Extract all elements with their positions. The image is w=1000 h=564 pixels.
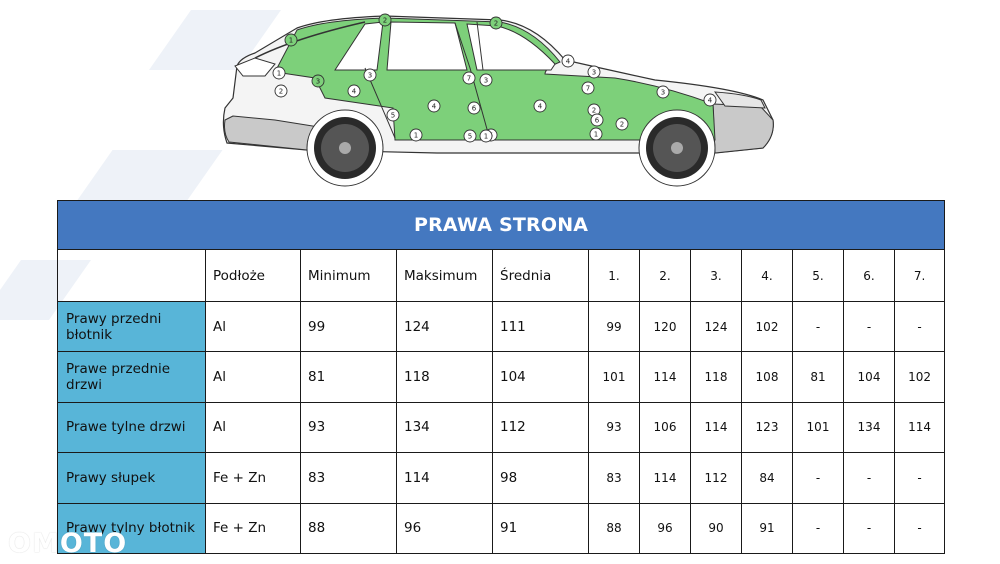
measurement-point-number: 5 bbox=[467, 132, 473, 141]
measurement-point-marker bbox=[534, 100, 546, 112]
measurement-point-number: 1 bbox=[288, 36, 294, 45]
measurement-point-marker bbox=[273, 67, 285, 79]
table-cell: - bbox=[844, 503, 895, 553]
measurement-point-marker bbox=[285, 34, 297, 46]
measurement-point-marker bbox=[591, 114, 603, 126]
table-cell: - bbox=[844, 453, 895, 503]
table-cell: 118 bbox=[691, 352, 742, 402]
table-cell: - bbox=[895, 301, 945, 351]
table-row bbox=[58, 352, 945, 402]
table-cell: - bbox=[844, 301, 895, 351]
measurement-point-number: 3 bbox=[367, 71, 373, 80]
table-cell: 81 bbox=[793, 352, 844, 402]
header-cell: 4. bbox=[742, 250, 793, 301]
background-stripe bbox=[77, 150, 222, 200]
header-cell: 2. bbox=[640, 250, 691, 301]
measurement-point-number: 3 bbox=[315, 77, 321, 86]
measurement-point-number: 5 bbox=[390, 111, 396, 120]
row-label: Prawy przedni błotnik bbox=[58, 301, 206, 351]
measurement-point-number: 1 bbox=[413, 131, 419, 140]
table-cell: 88 bbox=[301, 503, 397, 553]
header-cell: Podłoże bbox=[206, 250, 301, 301]
measurement-point-number: 1 bbox=[483, 132, 489, 141]
table-cell: 111 bbox=[493, 301, 589, 351]
measurement-point-number: 6 bbox=[594, 116, 600, 125]
table-cell: 114 bbox=[397, 453, 493, 503]
measurement-point-number: 4 bbox=[537, 102, 543, 111]
table-cell: 93 bbox=[589, 402, 640, 452]
measurement-point-marker bbox=[379, 14, 391, 26]
measurement-point-number: 3 bbox=[483, 76, 489, 85]
table-cell: Al bbox=[206, 402, 301, 452]
table-cell: 99 bbox=[301, 301, 397, 351]
table-cell: 83 bbox=[589, 453, 640, 503]
measurement-point-number: 7 bbox=[466, 74, 472, 83]
measurement-point-number: 4 bbox=[707, 96, 713, 105]
table-cell: 91 bbox=[742, 503, 793, 553]
table-cell: Fe + Zn bbox=[206, 453, 301, 503]
header-cell: 7. bbox=[895, 250, 945, 301]
car-side-view-icon bbox=[215, 8, 785, 188]
measurement-point-marker bbox=[562, 55, 574, 67]
table-row bbox=[58, 402, 945, 452]
measurement-point-marker bbox=[428, 100, 440, 112]
table-cell: 114 bbox=[895, 402, 945, 452]
table-cell: 114 bbox=[691, 402, 742, 452]
measurement-point-marker bbox=[590, 128, 602, 140]
measurement-point-number: 3 bbox=[660, 88, 666, 97]
measurement-point-marker bbox=[464, 130, 476, 142]
table-cell: - bbox=[793, 503, 844, 553]
table-cell: 84 bbox=[742, 453, 793, 503]
table-cell: 101 bbox=[589, 352, 640, 402]
row-label: Prawe przednie drzwi bbox=[58, 352, 206, 402]
table-cell: 118 bbox=[397, 352, 493, 402]
row-label: Prawy tylny błotnik bbox=[58, 503, 206, 553]
measurement-point-number: 2 bbox=[591, 106, 597, 115]
measurement-point-number: 2 bbox=[278, 87, 284, 96]
measurement-point-marker bbox=[387, 109, 399, 121]
car-diagram bbox=[215, 8, 785, 188]
header-cell: Średnia bbox=[493, 250, 589, 301]
measurement-point-marker bbox=[410, 129, 422, 141]
measurement-point-marker bbox=[364, 69, 376, 81]
row-label: Prawe tylne drzwi bbox=[58, 402, 206, 452]
table-cell: 102 bbox=[742, 301, 793, 351]
measurement-point-marker bbox=[657, 86, 669, 98]
measurement-point-number: 1 bbox=[276, 69, 282, 78]
measurement-point-number: 2 bbox=[493, 19, 499, 28]
table-cell: 114 bbox=[640, 352, 691, 402]
measurement-point-number: 2 bbox=[382, 16, 388, 25]
measurement-point-marker bbox=[463, 72, 475, 84]
measurement-point-marker bbox=[480, 130, 492, 142]
table-cell: 99 bbox=[589, 301, 640, 351]
header-cell: 6. bbox=[844, 250, 895, 301]
table-cell: 114 bbox=[640, 453, 691, 503]
table-cell: 93 bbox=[301, 402, 397, 452]
measurement-point-marker bbox=[490, 17, 502, 29]
table-cell: 134 bbox=[397, 402, 493, 452]
measurement-point-marker bbox=[582, 82, 594, 94]
table-cell: 123 bbox=[742, 402, 793, 452]
measurement-point-marker bbox=[480, 74, 492, 86]
table-cell: 120 bbox=[640, 301, 691, 351]
table-cell: 88 bbox=[589, 503, 640, 553]
table-cell: 101 bbox=[793, 402, 844, 452]
row-label: Prawy słupek bbox=[58, 453, 206, 503]
header-cell: Maksimum bbox=[397, 250, 493, 301]
measurement-point-marker bbox=[468, 102, 480, 114]
table-cell: 108 bbox=[742, 352, 793, 402]
measurement-point-number: 2 bbox=[619, 120, 625, 129]
table-cell: Fe + Zn bbox=[206, 503, 301, 553]
table-cell: Al bbox=[206, 352, 301, 402]
table-cell: 98 bbox=[493, 453, 589, 503]
table-cell: 90 bbox=[691, 503, 742, 553]
table-cell: 81 bbox=[301, 352, 397, 402]
watermark-logo: OMOTO bbox=[8, 528, 128, 559]
measurement-point-marker bbox=[704, 94, 716, 106]
measurement-point-number: 3 bbox=[591, 68, 597, 77]
table-cell: 102 bbox=[895, 352, 945, 402]
measurement-point-number: 1 bbox=[593, 130, 599, 139]
table-cell: 124 bbox=[691, 301, 742, 351]
table-cell: 83 bbox=[301, 453, 397, 503]
measurement-point-number: 6 bbox=[471, 104, 477, 113]
table-row bbox=[58, 503, 945, 553]
measurement-point-marker bbox=[588, 66, 600, 78]
table-cell: 112 bbox=[493, 402, 589, 452]
table-cell: - bbox=[895, 453, 945, 503]
table-cell: 134 bbox=[844, 402, 895, 452]
table-cell: - bbox=[793, 301, 844, 351]
table-cell: 91 bbox=[493, 503, 589, 553]
table-cell: 96 bbox=[640, 503, 691, 553]
measurement-point-marker bbox=[348, 85, 360, 97]
measurement-point-number: 4 bbox=[351, 87, 357, 96]
table-cell: 112 bbox=[691, 453, 742, 503]
table-cell: - bbox=[895, 503, 945, 553]
table-row bbox=[58, 453, 945, 503]
measurement-point-number: 4 bbox=[565, 57, 571, 66]
table-row bbox=[58, 301, 945, 351]
measurement-point-number: 4 bbox=[431, 102, 437, 111]
measurement-point-marker bbox=[312, 75, 324, 87]
header-cell: 3. bbox=[691, 250, 742, 301]
measurement-point-marker bbox=[275, 85, 287, 97]
header-cell: 1. bbox=[589, 250, 640, 301]
measurement-table bbox=[57, 200, 945, 554]
header-cell bbox=[58, 250, 206, 301]
measurement-point-marker bbox=[616, 118, 628, 130]
table-cell: 104 bbox=[844, 352, 895, 402]
header-cell: 5. bbox=[793, 250, 844, 301]
table-cell: 124 bbox=[397, 301, 493, 351]
measurement-point-number: 7 bbox=[585, 84, 591, 93]
table-cell: 106 bbox=[640, 402, 691, 452]
table-cell: 104 bbox=[493, 352, 589, 402]
table-title: PRAWA STRONA bbox=[58, 201, 945, 250]
header-cell: Minimum bbox=[301, 250, 397, 301]
table-cell: Al bbox=[206, 301, 301, 351]
table-cell: - bbox=[793, 453, 844, 503]
table-header-row bbox=[58, 250, 945, 301]
table-cell: 96 bbox=[397, 503, 493, 553]
